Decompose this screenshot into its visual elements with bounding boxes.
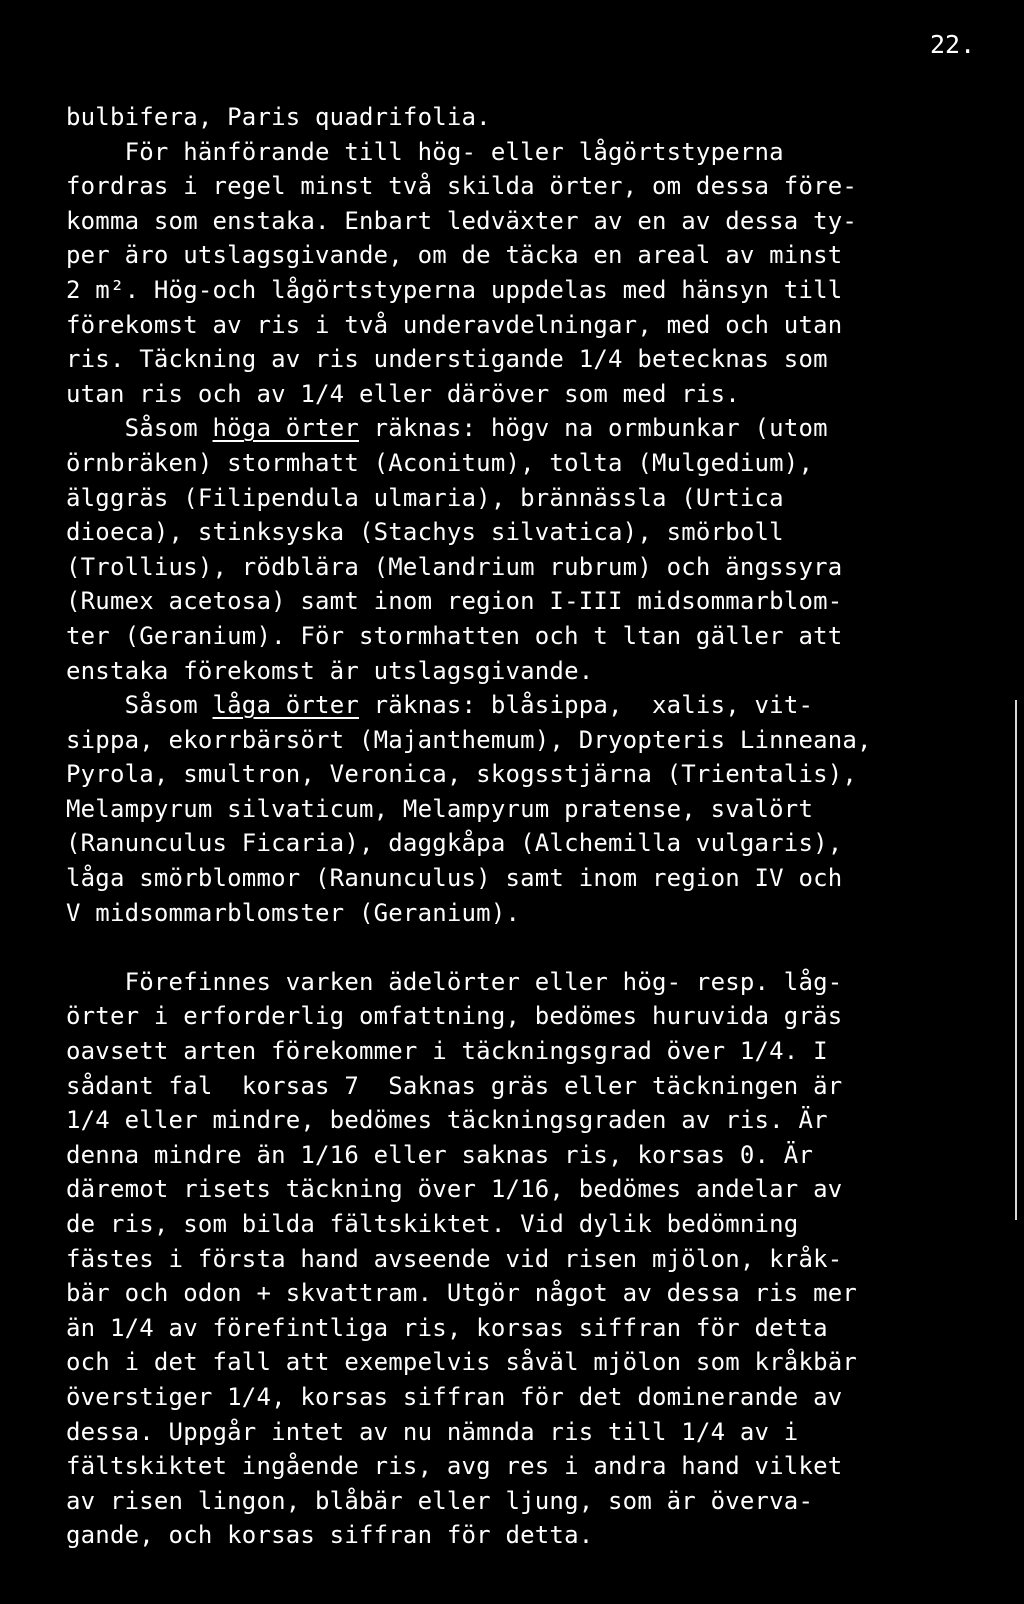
text-line xyxy=(66,308,996,343)
line-text: än 1/4 av förefintliga ris, korsas siffran för detta xyxy=(66,1313,828,1342)
line-text: däremot risets täckning över 1/16, bedömes andelar av xyxy=(66,1175,843,1204)
text-line xyxy=(66,1484,996,1519)
text-line xyxy=(66,1034,996,1069)
line-prefix: Såsom xyxy=(66,691,213,720)
line-text: överstiger 1/4, korsas siffran för det dominerande av xyxy=(66,1382,843,1411)
text-line xyxy=(66,1380,996,1415)
text-line xyxy=(66,550,996,585)
scan-edge-mark xyxy=(1015,700,1017,1220)
line-text: Melampyrum silvaticum, Melampyrum pratense, svalört xyxy=(66,794,814,823)
text-line xyxy=(66,169,996,204)
text-line xyxy=(66,861,996,896)
line-text: Förefinnes varken ädelörter eller hög- resp. låg- xyxy=(66,967,843,996)
text-line xyxy=(66,1449,996,1484)
line-text: av risen lingon, blåbär eller ljung, som är överva- xyxy=(66,1486,814,1515)
text-line xyxy=(66,481,996,516)
line-text: (Trollius), rödblära (Melandrium rubrum) och ängssyra xyxy=(66,552,843,581)
text-line xyxy=(66,1207,996,1242)
line-text: fordras i regel minst två skilda örter, om dessa före- xyxy=(66,172,858,201)
line-text: (Rumex acetosa) samt inom region I-III midsommarblom- xyxy=(66,587,843,616)
text-line xyxy=(66,1518,996,1553)
line-text: örnbräken) stormhatt (Aconitum), tolta (Mulgedium), xyxy=(66,448,814,477)
text-line xyxy=(66,1311,996,1346)
line-text: per äro utslagsgivande, om de täcka en areal av minst xyxy=(66,241,843,270)
text-line xyxy=(66,1345,996,1380)
text-line xyxy=(66,342,996,377)
line-text: sådant fal korsas 7 Saknas gräs eller täckningen är xyxy=(66,1071,843,1100)
text-line xyxy=(66,688,996,723)
line-text: ter (Geranium). För stormhatten och t ltan gäller att xyxy=(66,621,843,650)
text-line xyxy=(66,1138,996,1173)
line-text: sippa, ekorrbärsört (Majanthemum), Dryopteris Linneana, xyxy=(66,725,872,754)
text-line xyxy=(66,515,996,550)
text-line xyxy=(66,792,996,827)
line-text: bär och odon + skvattram. Utgör något av dessa ris mer xyxy=(66,1279,858,1308)
text-line xyxy=(66,723,996,758)
text-line xyxy=(66,135,996,170)
text-line xyxy=(66,757,996,792)
line-rest: räknas: blåsippa, xalis, vit- xyxy=(359,691,814,720)
page-number: 22. xyxy=(930,30,976,59)
line-text: V midsommarblomster (Geranium). xyxy=(66,898,521,927)
text-line xyxy=(66,1172,996,1207)
text-line xyxy=(66,999,996,1034)
line-text: gande, och korsas siffran för detta. xyxy=(66,1521,594,1550)
text-line xyxy=(66,204,996,239)
line-text: förekomst av ris i två underavdelningar, med och utan xyxy=(66,310,843,339)
line-text: (Ranunculus Ficaria), daggkåpa (Alchemilla vulgaris), xyxy=(66,829,843,858)
text-line xyxy=(66,238,996,273)
line-text: 1/4 eller mindre, bedömes täckningsgraden av ris. Är xyxy=(66,1106,828,1135)
text-line xyxy=(66,411,996,446)
line-prefix: Såsom xyxy=(66,414,213,443)
text-line xyxy=(66,826,996,861)
underlined-term: höga örter xyxy=(212,414,359,443)
line-text: 2 m². Hög-och lågörtstyperna uppdelas med hänsyn till xyxy=(66,275,843,304)
text-line xyxy=(66,1103,996,1138)
text-line xyxy=(66,273,996,308)
text-line xyxy=(66,377,996,412)
text-line xyxy=(66,1415,996,1450)
line-text: utan ris och av 1/4 eller däröver som med ris. xyxy=(66,379,740,408)
line-text: oavsett arten förekommer i täckningsgrad över 1/4. I xyxy=(66,1037,828,1066)
line-text: de ris, som bilda fältskiktet. Vid dylik bedömning xyxy=(66,1210,799,1238)
text-line xyxy=(66,1242,996,1277)
line-text: örter i erforderlig omfattning, bedömes huruvida gräs xyxy=(66,1002,843,1031)
line-text: För hänförande till hög- eller lågörtstyperna xyxy=(66,137,784,166)
line-text: dioeca), stinksyska (Stachys silvatica), smörboll xyxy=(66,518,784,547)
text-line xyxy=(66,896,996,931)
line-rest: räknas: högv na ormbunkar (utom xyxy=(359,414,828,443)
text-line xyxy=(66,100,996,135)
body-text xyxy=(66,100,996,1553)
text-line xyxy=(66,619,996,654)
line-text: älggräs (Filipendula ulmaria), brännässla (Urtica xyxy=(66,483,784,512)
text-line xyxy=(66,584,996,619)
line-text: fältskiktet ingående ris, avg res i andra hand vilket xyxy=(66,1452,843,1481)
text-line xyxy=(66,654,996,689)
line-text: bulbifera, Paris quadrifolia. xyxy=(66,103,491,131)
paragraph-gap xyxy=(66,930,996,965)
line-text: dessa. Uppgår intet av nu nämnda ris till 1/4 av i xyxy=(66,1417,799,1446)
line-text: fästes i första hand avseende vid risen mjölon, kråk- xyxy=(66,1244,843,1273)
underlined-term: låga örter xyxy=(212,691,359,720)
line-text: komma som enstaka. Enbart ledväxter av en av dessa ty- xyxy=(66,206,858,235)
text-line xyxy=(66,965,996,1000)
line-text: låga smörblommor (Ranunculus) samt inom region IV och xyxy=(66,864,843,893)
line-text: Pyrola, smultron, Veronica, skogsstjärna (Trientalis), xyxy=(66,760,858,789)
text-line xyxy=(66,1276,996,1311)
line-text: och i det fall att exempelvis såväl mjölon som kråkbär xyxy=(66,1348,858,1377)
line-text: enstaka förekomst är utslagsgivande. xyxy=(66,656,594,685)
line-text: denna mindre än 1/16 eller saknas ris, korsas 0. Är xyxy=(66,1140,814,1169)
line-text: ris. Täckning av ris understigande 1/4 betecknas som xyxy=(66,345,828,374)
text-line xyxy=(66,446,996,481)
text-line xyxy=(66,1069,996,1104)
